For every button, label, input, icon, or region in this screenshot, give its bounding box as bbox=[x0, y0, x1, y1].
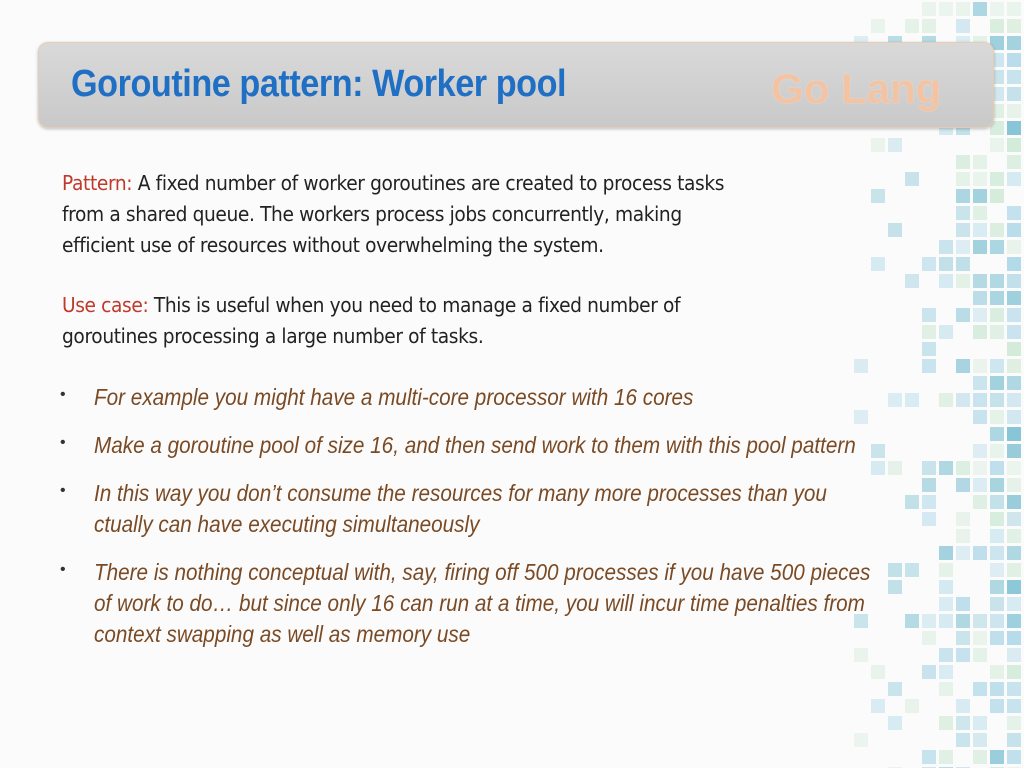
bullet-marker: • bbox=[60, 386, 66, 403]
bullet-line: For example you might have a multi-core processor with 16 cores bbox=[94, 384, 694, 410]
bullet-line: In this way you don’t consume the resources for many more processes than you bbox=[94, 480, 827, 506]
use-case-text-1: This is useful when you need to manage a fixed number of bbox=[153, 293, 681, 317]
use-case-line-2: goroutines processing a large number of tasks. bbox=[62, 324, 484, 348]
pattern-text-1: A fixed number of worker goroutines are created to process tasks bbox=[137, 171, 725, 195]
bullet-line: ctually can have executing simultaneously bbox=[94, 511, 480, 537]
pattern-line-2: from a shared queue. The workers process jobs concurrently, making bbox=[62, 202, 682, 226]
bullet-line: context swapping as well as memory use bbox=[94, 621, 471, 647]
bullet-item bbox=[58, 430, 957, 461]
pattern-label: Pattern: bbox=[62, 171, 133, 195]
bullet-text bbox=[94, 430, 870, 461]
bullet-line: of work to do… but since only 16 can run at a time, you will incur time penalties from bbox=[94, 590, 865, 616]
pattern-line-1 bbox=[62, 168, 890, 199]
use-case-paragraph bbox=[62, 290, 862, 352]
bullet-text bbox=[94, 557, 870, 650]
bullet-marker: • bbox=[60, 482, 66, 499]
slide-title: Goroutine pattern: Worker pool bbox=[71, 63, 567, 105]
bullet-list bbox=[58, 382, 957, 667]
bullet-marker: • bbox=[60, 434, 66, 451]
use-case-label: Use case: bbox=[62, 293, 149, 317]
bullet-text bbox=[94, 382, 870, 413]
bullet-text bbox=[94, 478, 870, 540]
bullet-line: Make a goroutine pool of size 16, and then send work to them with this pool pattern bbox=[94, 432, 856, 458]
go-lang-logo: Go Lang bbox=[771, 65, 942, 112]
use-case-line-1 bbox=[62, 290, 862, 321]
pattern-line-3: efficient use of resources without overwhelming the system. bbox=[62, 233, 604, 257]
bullet-item bbox=[58, 478, 957, 540]
bullet-item bbox=[58, 557, 957, 650]
bullet-line: There is nothing conceptual with, say, firing off 500 processes if you have 500 pieces bbox=[94, 559, 871, 585]
bullet-item bbox=[58, 382, 957, 413]
pattern-paragraph bbox=[62, 168, 890, 261]
bullet-marker: • bbox=[60, 561, 66, 578]
